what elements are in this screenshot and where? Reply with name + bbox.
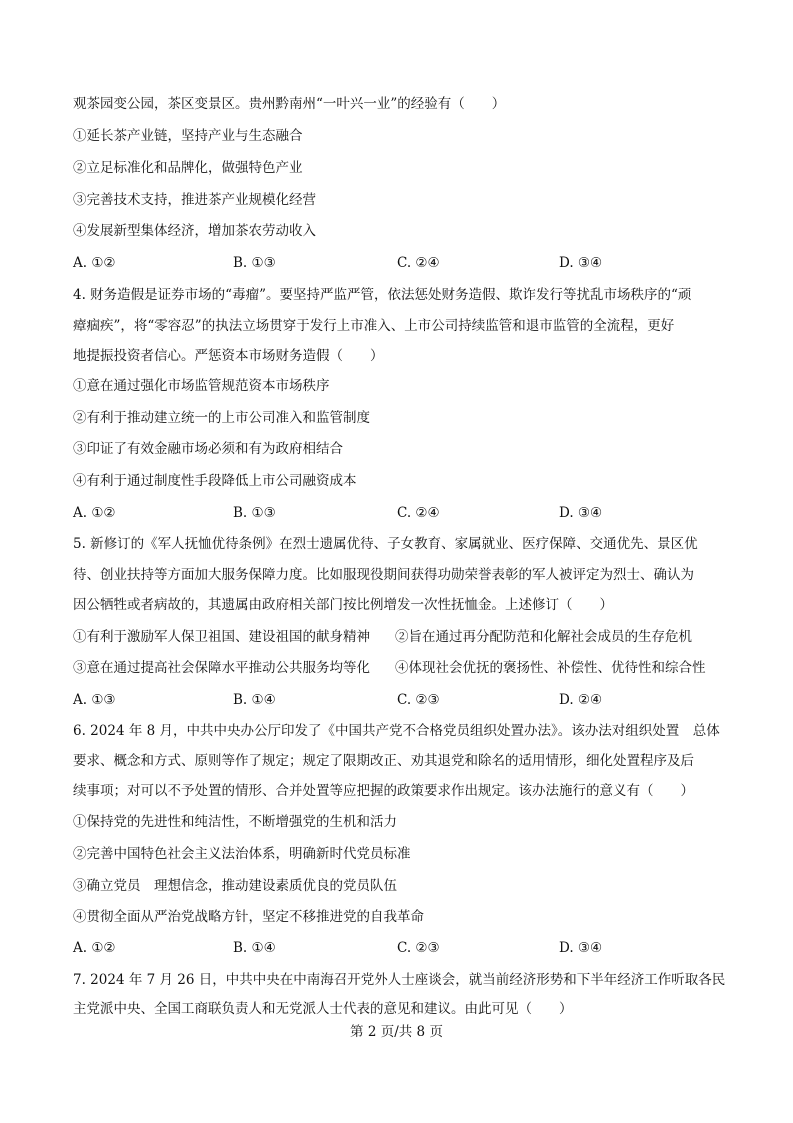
q6-option-c: C. ②③ bbox=[397, 940, 440, 956]
q3-item-2: ②立足标准化和品牌化，做强特色产业 bbox=[73, 160, 303, 176]
q5-item-3: ③意在通过提高社会保障水平推动公共服务均等化 bbox=[73, 660, 370, 676]
q4-stem-line-2: 瘴痼疾”，将“零容忍”的执法立场贯穿于发行上市准入、上市公司持续监管和退市监管的全流程，更好 bbox=[73, 318, 675, 334]
q5-option-b: B. ①④ bbox=[233, 692, 276, 708]
q5-item-4: ④体现社会优抚的褒扬性、补偿性、优待性和综合性 bbox=[395, 660, 706, 676]
q5-item-1: ①有利于激励军人保卫祖国、建设祖国的献身精神 bbox=[73, 629, 370, 645]
q4-stem-line-1: 4. 财务造假是证券市场的“毒瘤”。要坚持严监严管，依法惩处财务造假、欺诈发行等扰乱市场秩序的“顽 bbox=[73, 287, 692, 303]
q3-option-a: A. ①② bbox=[73, 255, 116, 271]
q3-option-b: B. ①③ bbox=[233, 255, 276, 271]
q6-stem-line-1: 6. 2024 年 8 月，中共中央办公厅印发了《中国共产党不合格党员组织处置办法》。该办法对组织处置 总体 bbox=[73, 723, 720, 739]
q6-item-2: ②完善中国特色社会主义法治体系，明确新时代党员标准 bbox=[73, 846, 411, 862]
q4-options bbox=[73, 503, 723, 523]
q4-option-c: C. ②④ bbox=[397, 505, 440, 521]
q5-stem-line-3: 因公牺牲或者病故的，其遗属由政府相关部门按比例增发一次性抚恤金。上述修订（ ） bbox=[73, 597, 613, 613]
q3-item-1: ①延长茶产业链，坚持产业与生态融合 bbox=[73, 128, 303, 144]
q3-stem-tail: 观茶园变公园，茶区变景区。贵州黔南州“一叶兴一业”的经验有（ ） bbox=[73, 96, 506, 112]
q4-option-a: A. ①② bbox=[73, 505, 116, 521]
q5-stem-line-2: 待、创业扶持等方面加大服务保障力度。比如服现役期间获得功勋荣誉表彰的军人被评定为烈士、确认为 bbox=[73, 567, 694, 583]
q5-option-c: C. ②③ bbox=[397, 692, 440, 708]
q7-stem-line-2: 主党派中央、全国工商联负责人和无党派人士代表的意见和建议。由此可见（ ） bbox=[73, 1001, 573, 1017]
q6-stem-line-3: 续事项；对可以不予处置的情形、合并处置等应把握的政策要求作出规定。该办法施行的意义有（ ） bbox=[73, 783, 694, 799]
q6-options bbox=[73, 938, 723, 958]
q4-item-2: ②有利于推动建立统一的上市公司准入和监管制度 bbox=[73, 410, 370, 426]
q4-item-3: ③印证了有效金融市场必须和有为政府相结合 bbox=[73, 441, 343, 457]
q4-stem-line-3: 地提振投资者信心。严惩资本市场财务造假（ ） bbox=[73, 348, 384, 364]
q7-stem-line-1: 7. 2024 年 7 月 26 日，中共中央在中南海召开党外人士座谈会，就当前经济形势和下半年经济工作听取各民 bbox=[73, 972, 726, 988]
q6-option-a: A. ①② bbox=[73, 940, 116, 956]
q3-option-d: D. ③④ bbox=[559, 255, 603, 271]
q6-item-1: ①保持党的先进性和纯洁性，不断增强党的生机和活力 bbox=[73, 814, 397, 830]
q3-item-3: ③完善技术支持，推进茶产业规模化经营 bbox=[73, 192, 316, 208]
q3-options bbox=[73, 253, 723, 273]
q4-item-1: ①意在通过强化市场监管规范资本市场秩序 bbox=[73, 378, 330, 394]
q5-item-2: ②旨在通过再分配防范和化解社会成员的生存危机 bbox=[395, 629, 692, 645]
q3-item-4: ④发展新型集体经济，增加茶农劳动收入 bbox=[73, 223, 316, 239]
q6-stem-line-2: 要求、概念和方式、原则等作了规定；规定了限期改正、劝其退党和除名的适用情形，细化处置程序及后 bbox=[73, 753, 694, 769]
q5-items-row-2 bbox=[73, 658, 723, 678]
q4-item-4: ④有利于通过制度性手段降低上市公司融资成本 bbox=[73, 473, 357, 489]
q4-option-b: B. ①③ bbox=[233, 505, 276, 521]
q5-stem-line-1: 5. 新修订的《军人抚恤优待条例》在烈士遗属优待、子女教育、家属就业、医疗保障、交通优先、景区优 bbox=[73, 536, 698, 552]
q5-option-a: A. ①③ bbox=[73, 692, 116, 708]
q5-items-row-1 bbox=[73, 627, 723, 647]
q5-options bbox=[73, 690, 723, 710]
q3-option-c: C. ②④ bbox=[397, 255, 440, 271]
q6-option-b: B. ①④ bbox=[233, 940, 276, 956]
q6-option-d: D. ③④ bbox=[559, 940, 603, 956]
q4-option-d: D. ③④ bbox=[559, 505, 603, 521]
page-number-footer: 第 2 页/共 8 页 bbox=[350, 1024, 443, 1040]
q6-item-4: ④贯彻全面从严治党战略方针，坚定不移推进党的自我革命 bbox=[73, 909, 424, 925]
q5-option-d: D. ②④ bbox=[559, 692, 603, 708]
q6-item-3: ③确立党员 理想信念，推动建设素质优良的党员队伍 bbox=[73, 878, 397, 894]
